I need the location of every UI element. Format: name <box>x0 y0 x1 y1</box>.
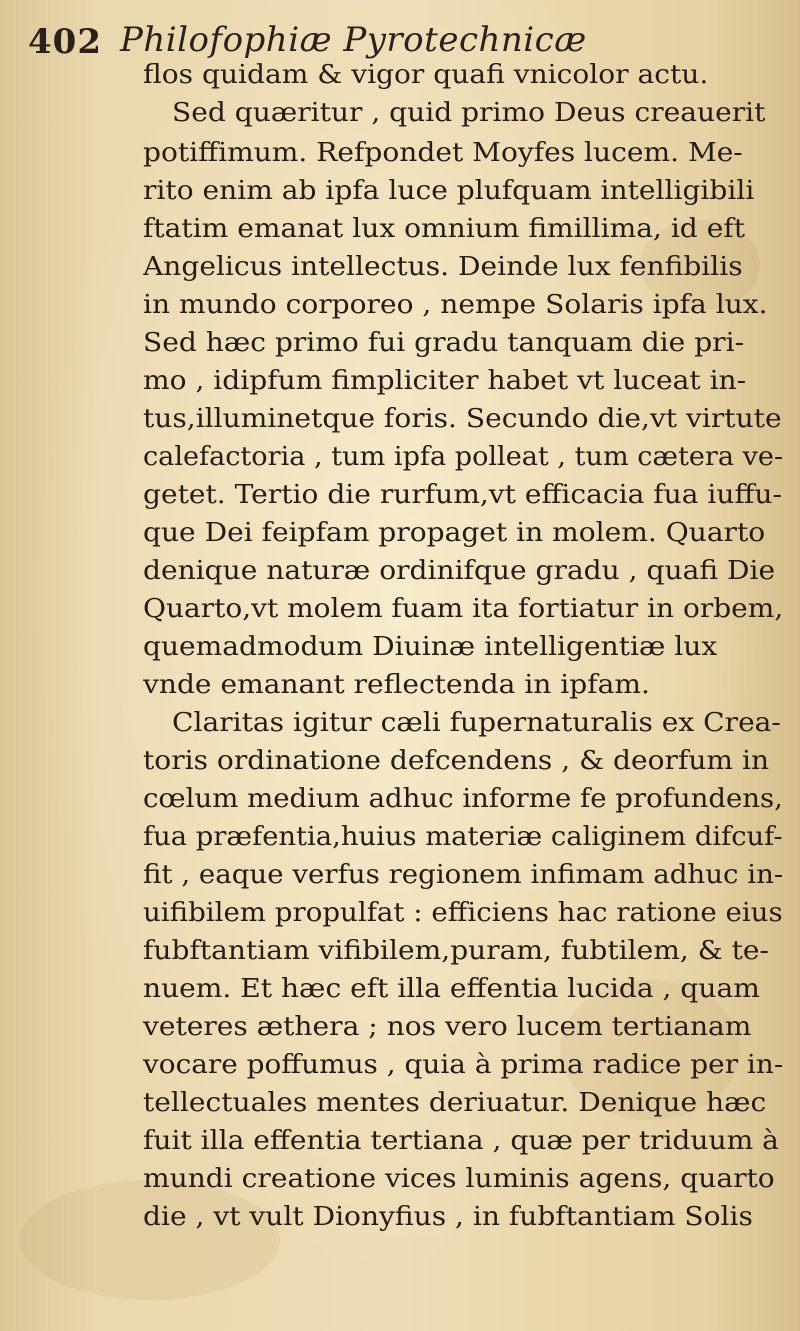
text-line: Claritas igitur cæli fupernaturalis ex Crea- <box>172 708 781 738</box>
text-line: fuit illa effentia tertiana , quæ per triduum à <box>143 1126 779 1156</box>
text-line: toris ordinatione defcendens , & deorfum in <box>143 746 770 776</box>
text-line: rito enim ab ipfa luce plufquam intelligibili <box>143 176 755 206</box>
text-line: denique naturæ ordinifque gradu , quafi Die <box>143 556 776 586</box>
text-line: die , vt vult Dionyfius , in fubftantiam Solis <box>143 1202 753 1232</box>
text-line: fua præfentia,huius materiæ caliginem difcuf- <box>143 822 783 852</box>
text-line: uifibilem propulfat : efficiens hac ratione eius <box>143 898 783 928</box>
text-line: tellectuales mentes deriuatur. Denique hæc <box>143 1088 767 1118</box>
text-line: potiffimum. Refpondet Moyfes lucem. Me- <box>143 138 743 168</box>
text-line: cœlum medium adhuc informe fe profundens, <box>143 784 783 814</box>
text-line: quemadmodum Diuinæ intelligentiæ lux <box>143 632 718 662</box>
text-line: tus,illuminetque foris. Secundo die,vt virtute <box>143 404 782 434</box>
text-line: fubftantiam vifibilem,puram, fubtilem, & te- <box>143 936 770 966</box>
running-title: Philofophiæ Pyrotechnicæ <box>120 20 587 60</box>
text-line: Sed hæc primo fui gradu tanquam die pri- <box>143 328 745 358</box>
text-line: fit , eaque verfus regionem infimam adhuc in- <box>143 860 783 890</box>
text-line: ftatim emanat lux omnium fimillima, id eft <box>143 214 745 244</box>
text-line: getet. Tertio die rurfum,vt efficacia fua iuffu- <box>143 480 782 510</box>
text-line: vnde emanant reflectenda in ipfam. <box>143 670 650 700</box>
text-line: que Dei feipfam propaget in molem. Quarto <box>143 518 766 548</box>
text-line: Angelicus intellectus. Deinde lux fenfibilis <box>143 252 743 282</box>
text-line: mo , idipfum fimpliciter habet vt luceat in- <box>143 366 747 396</box>
text-line: Sed quæritur , quid primo Deus creauerit <box>172 98 766 128</box>
text-line: in mundo corporeo , nempe Solaris ipfa lux. <box>143 290 768 320</box>
text-line: flos quidam & vigor quafi vnicolor actu. <box>143 60 709 90</box>
text-line: veteres æthera ; nos vero lucem tertianam <box>143 1012 752 1042</box>
text-line: vocare poffumus , quia à prima radice per in- <box>143 1050 783 1080</box>
text-line: calefactoria , tum ipfa polleat , tum cætera ve- <box>143 442 783 472</box>
text-line: Quarto,vt molem fuam ita fortiatur in orbem, <box>143 594 783 624</box>
text-line: mundi creatione vices luminis agens, quarto <box>143 1164 775 1194</box>
folio-number: 402 <box>28 22 102 62</box>
text-line: nuem. Et hæc eft illa effentia lucida , quam <box>143 974 760 1004</box>
